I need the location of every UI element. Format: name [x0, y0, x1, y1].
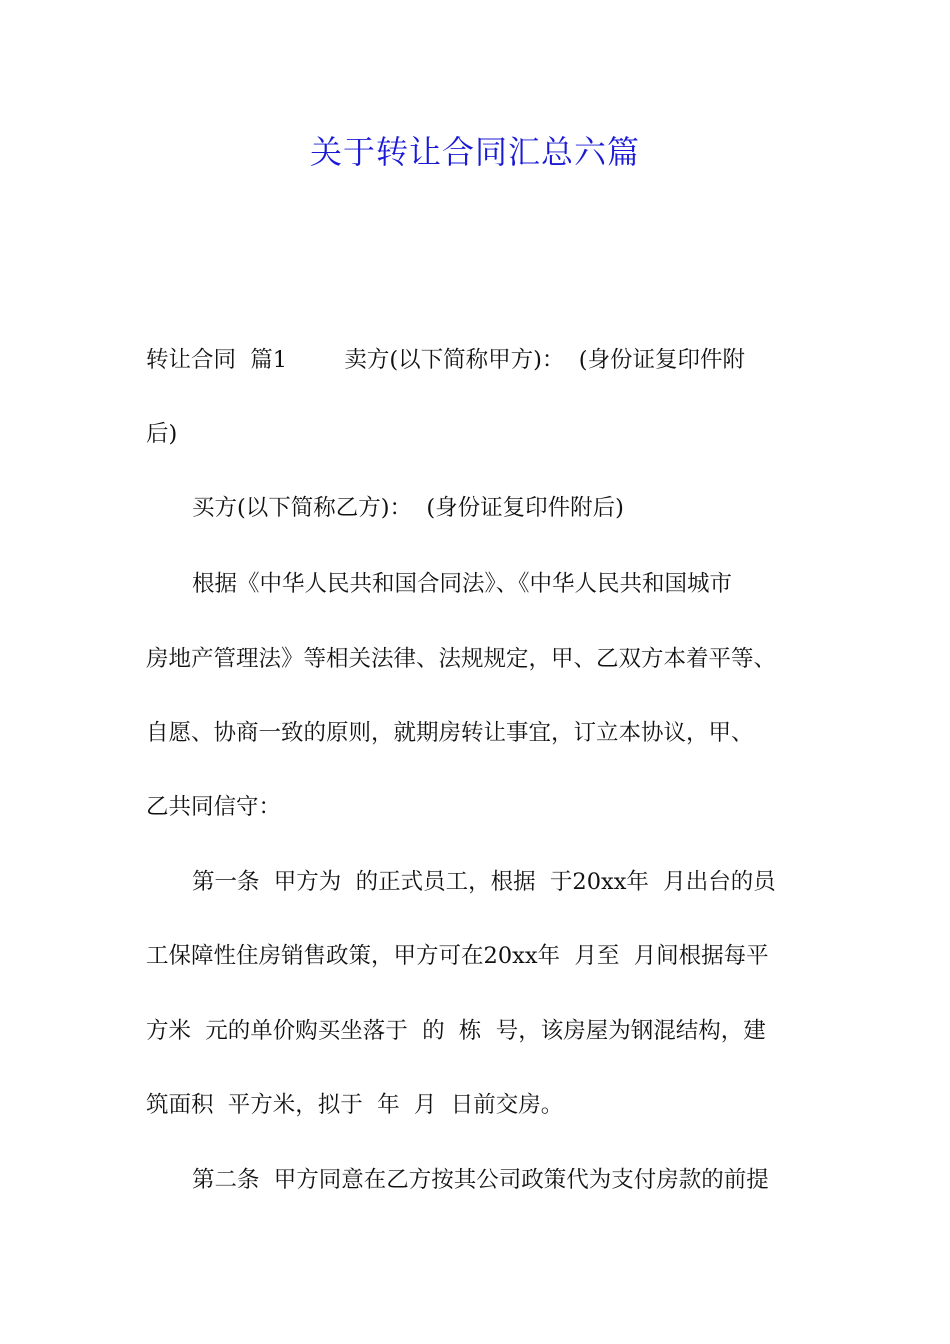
paragraph-line: 工保障性住房销售政策，甲方可在20xx年 月至 月间根据每平 — [146, 943, 769, 969]
paragraph-line: 乙共同信守： — [146, 794, 282, 820]
paragraph-line: 买方(以下简称乙方)： (身份证复印件附后) — [192, 495, 624, 521]
paragraph-line: 后) — [146, 421, 178, 447]
paragraph-line: 转让合同 篇1 卖方(以下简称甲方)： (身份证复印件附 — [146, 347, 745, 373]
paragraph-line: 方米 元的单价购买坐落于 的 栋 号，该房屋为钢混结构，建 — [146, 1018, 766, 1044]
paragraph-line: 根据《中华人民共和国合同法》、《中华人民共和国城市 — [192, 571, 733, 597]
paragraph-line: 房地产管理法》等相关法律、法规规定，甲、乙双方本着平等、 — [146, 646, 777, 672]
paragraph-line: 筑面积 平方米，拟于 年 月 日前交房。 — [146, 1092, 564, 1118]
paragraph-line: 第二条 甲方同意在乙方按其公司政策代为支付房款的前提 — [192, 1167, 769, 1193]
paragraph-line: 自愿、协商一致的原则，就期房转让事宜，订立本协议，甲、 — [146, 720, 754, 746]
document-title: 关于转让合同汇总六篇 — [309, 133, 640, 171]
paragraph-line: 第一条 甲方为 的正式员工，根据 于20xx年 月出台的员 — [192, 869, 776, 895]
